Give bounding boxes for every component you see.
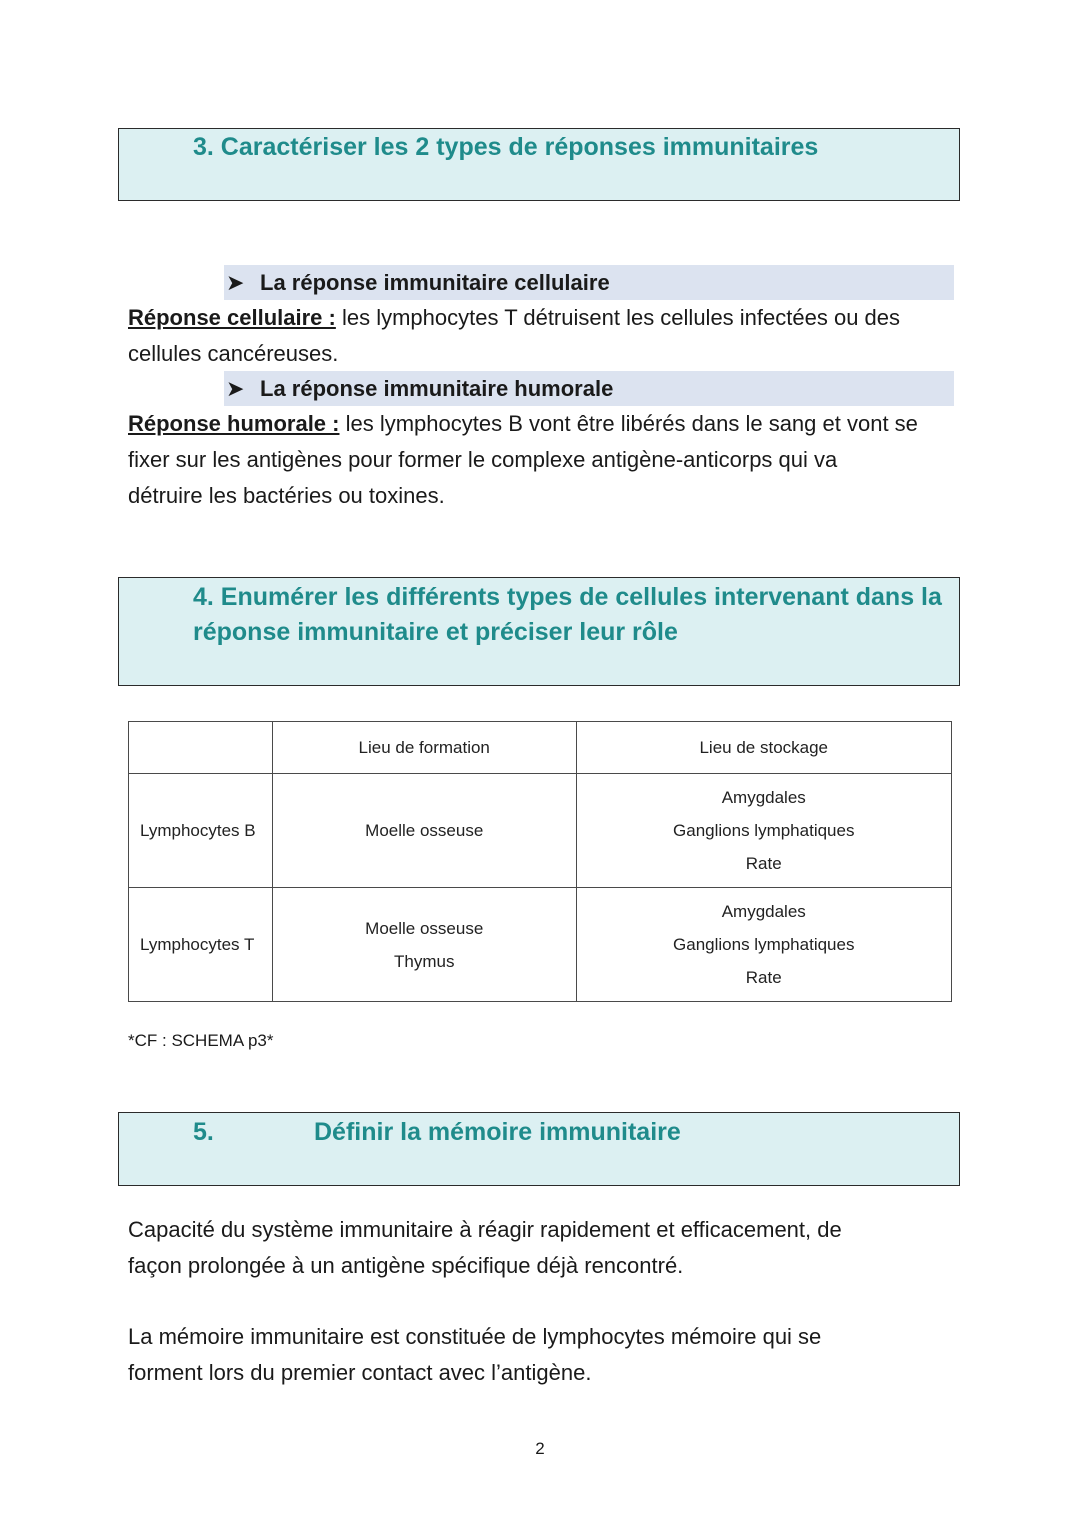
section-5-title: Définir la mémoire immunitaire bbox=[314, 1118, 681, 1146]
table-header-stockage: Lieu de stockage bbox=[576, 722, 952, 774]
stockage-item: Rate bbox=[745, 968, 782, 987]
stockage-item: Ganglions lymphatiques bbox=[673, 821, 855, 840]
memory-p1-line-2: façon prolongée à un antigène spécifique déjà rencontré. bbox=[128, 1253, 684, 1278]
immune-cells-table bbox=[128, 721, 952, 1002]
row-stockage bbox=[576, 888, 952, 1002]
memory-p2-line-2: forment lors du premier contact avec l’antigène. bbox=[128, 1360, 592, 1385]
formation-item: Moelle osseuse bbox=[365, 918, 484, 938]
arrow-bullet-icon: ➤ bbox=[226, 376, 245, 401]
row-formation bbox=[272, 774, 576, 888]
table-header-row bbox=[129, 722, 952, 774]
section-4-title-line-2: réponse immunitaire et préciser leur rôle bbox=[193, 618, 678, 646]
table-row bbox=[129, 774, 952, 888]
humoral-response-heading bbox=[224, 371, 954, 406]
memory-p1-line-1: Capacité du système immunitaire à réagir rapidement et efficacement, de bbox=[128, 1217, 842, 1242]
cellular-term: Réponse cellulaire : bbox=[128, 305, 336, 330]
cellular-response-heading bbox=[224, 265, 954, 300]
stockage-item: Ganglions lymphatiques bbox=[673, 935, 855, 954]
cellular-text-1: les lymphocytes T détruisent les cellules infectées ou des bbox=[335, 305, 901, 330]
humoral-text-2: fixer sur les antigènes pour former le complexe antigène-anticorps qui va bbox=[128, 447, 838, 472]
humoral-text-3: détruire les bactéries ou toxines. bbox=[128, 483, 445, 508]
humoral-term: Réponse humorale : bbox=[128, 411, 340, 436]
section-5-number: 5. bbox=[193, 1118, 214, 1146]
cellular-text-2: cellules cancéreuses. bbox=[128, 341, 339, 366]
humoral-text-1: les lymphocytes B vont être libérés dans le sang et vont se bbox=[339, 411, 918, 436]
page-number: 2 bbox=[535, 1439, 545, 1458]
table-header-empty bbox=[129, 722, 273, 774]
section-3-title: 3. Caractériser les 2 types de réponses immunitaires bbox=[193, 133, 819, 161]
section-4-title-line-1: 4. Enumérer les différents types de cellules intervenant dans la bbox=[193, 583, 942, 611]
row-cell-type: Lymphocytes B bbox=[129, 774, 273, 888]
arrow-bullet-icon: ➤ bbox=[226, 270, 245, 295]
memory-p2-line-1: La mémoire immunitaire est constituée de lymphocytes mémoire qui se bbox=[128, 1324, 822, 1349]
cellular-heading-text: La réponse immunitaire cellulaire bbox=[260, 270, 610, 295]
stockage-item: Amygdales bbox=[721, 902, 806, 921]
row-cell-type: Lymphocytes T bbox=[129, 888, 273, 1002]
memory-definition bbox=[128, 1212, 958, 1284]
stockage-item: Rate bbox=[745, 854, 782, 873]
section-4-title bbox=[193, 580, 958, 650]
stockage-item: Amygdales bbox=[721, 788, 806, 807]
row-formation bbox=[272, 888, 576, 1002]
table-header-formation: Lieu de formation bbox=[272, 722, 576, 774]
formation-item: Thymus bbox=[393, 951, 455, 971]
schema-note: *CF : SCHEMA p3* bbox=[128, 1031, 274, 1050]
cellular-paragraph bbox=[128, 300, 958, 372]
memory-composition bbox=[128, 1319, 958, 1391]
table-row bbox=[129, 888, 952, 1002]
humoral-heading-text: La réponse immunitaire humorale bbox=[260, 376, 614, 401]
formation-item: Moelle osseuse bbox=[365, 821, 484, 840]
row-stockage bbox=[576, 774, 952, 888]
humoral-paragraph bbox=[128, 406, 958, 514]
